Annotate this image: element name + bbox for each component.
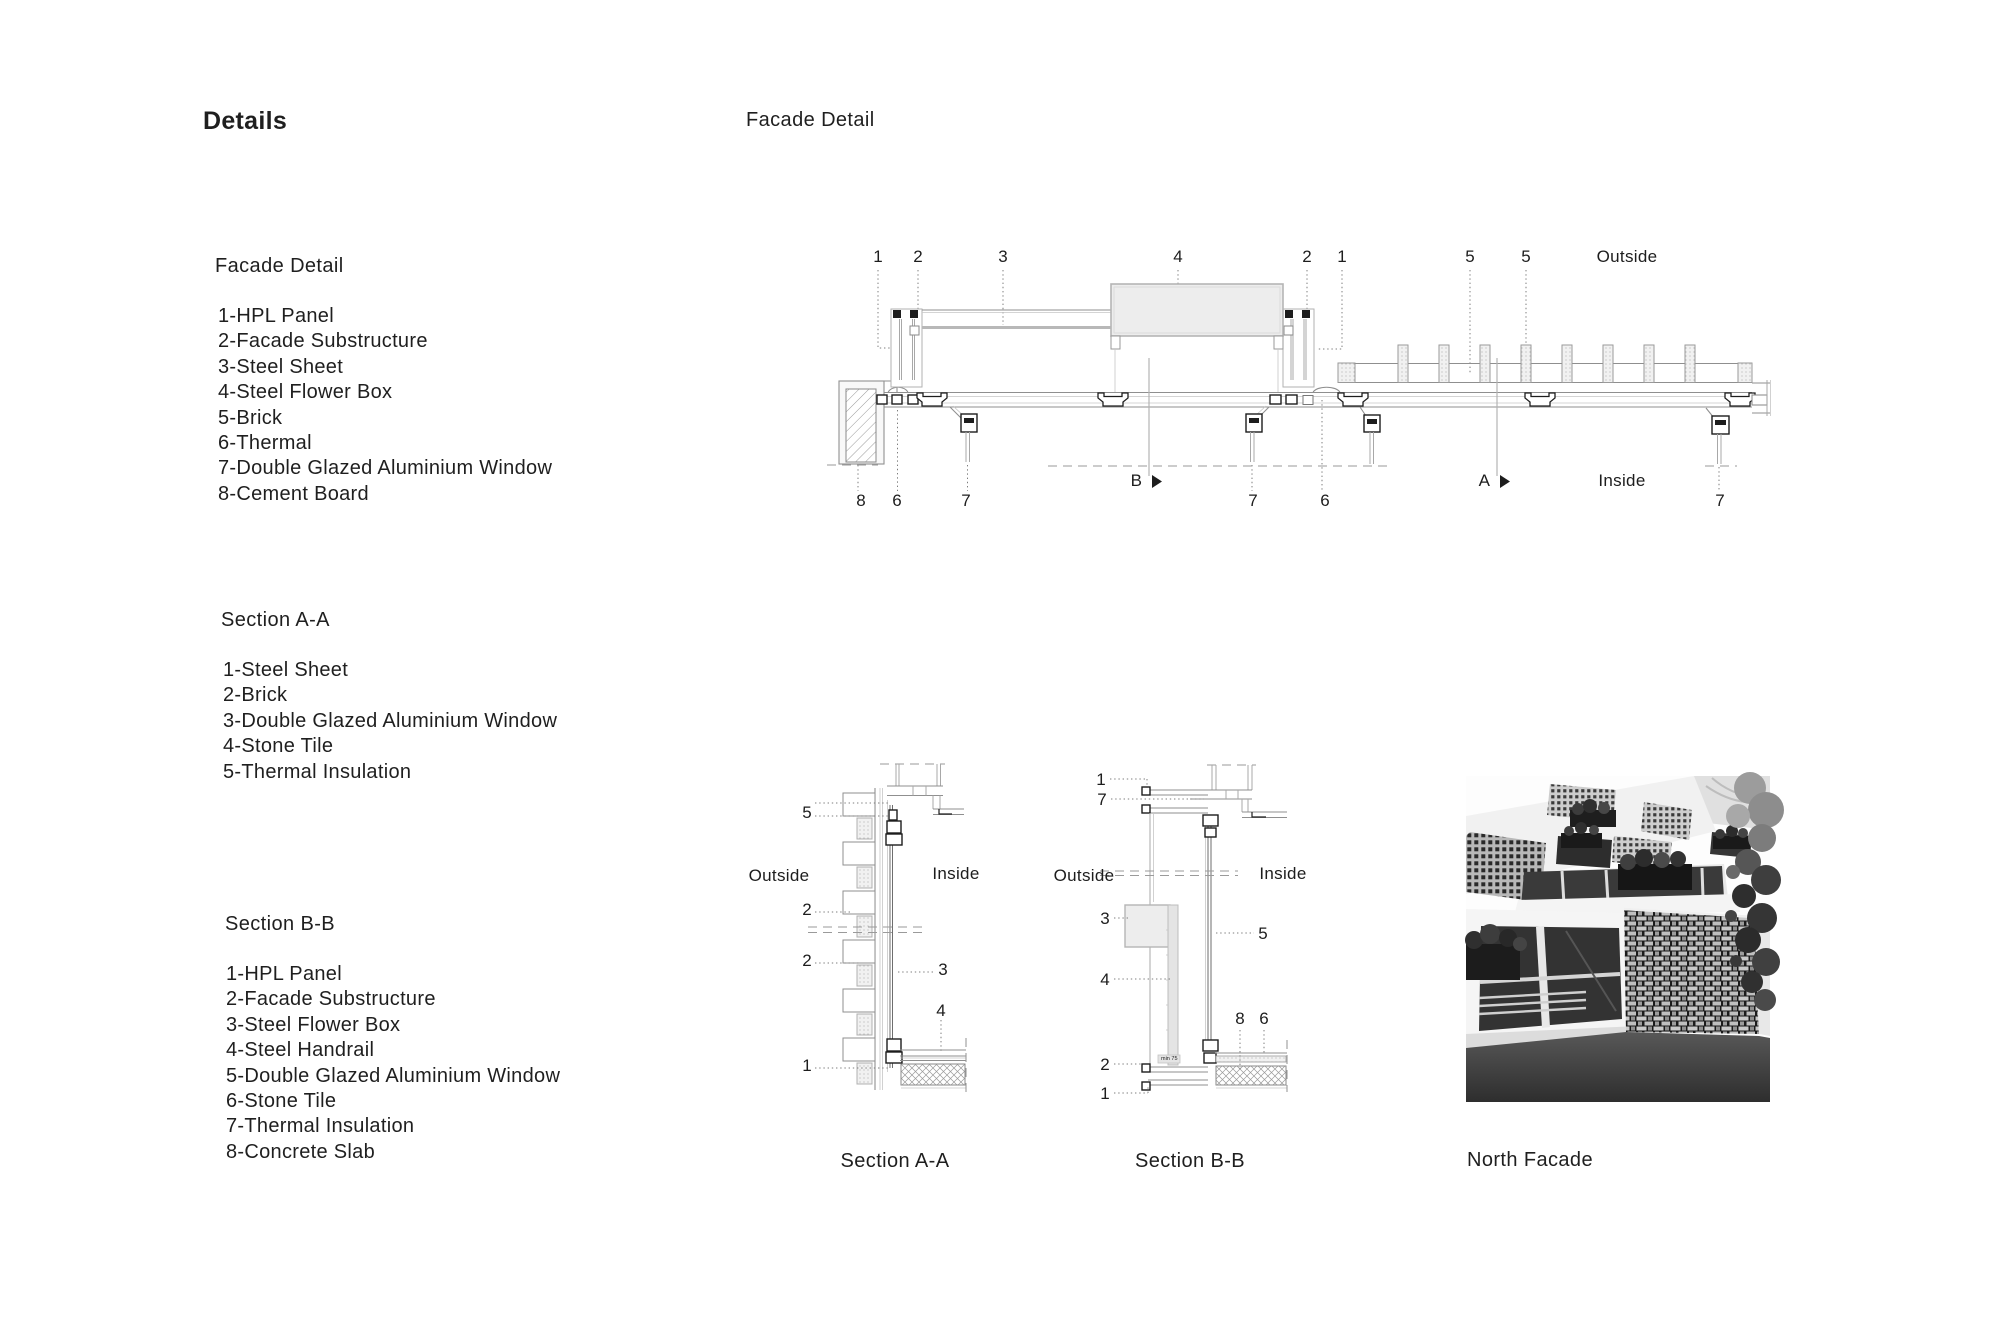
- bb-callout: 3: [1100, 909, 1110, 928]
- plan-steel-flower-box: [1111, 284, 1283, 392]
- plan-window-drop: [950, 406, 977, 491]
- aa-callout: 5: [802, 803, 812, 822]
- plan-callout: 5: [1521, 247, 1531, 266]
- bb-dimension-note: min 75: [1161, 1056, 1178, 1062]
- plan-masonry-pier: [839, 381, 897, 464]
- legend-item: 7-Thermal Insulation: [226, 1115, 415, 1138]
- bb-handrail-strip: [1166, 905, 1178, 1065]
- photo-lower-window: [1465, 909, 1641, 1054]
- legend-facade-heading: Facade Detail: [215, 255, 344, 277]
- facade-detail-plan-drawing: [800, 230, 1800, 520]
- section-cut-b: [1131, 358, 1162, 490]
- legend-item: 2-Facade Substructure: [218, 330, 428, 353]
- legend-facade-list: [218, 304, 552, 507]
- aa-inside-label: Inside: [932, 864, 980, 883]
- plan-callout: 6: [1320, 491, 1330, 510]
- aa-callout: 2: [802, 951, 812, 970]
- plan-window-drop: [1360, 407, 1380, 464]
- legend-item: 3-Steel Sheet: [218, 355, 344, 378]
- aa-outside-label: Outside: [748, 866, 810, 885]
- bb-flower-box: [1125, 905, 1170, 947]
- bb-callout: 2: [1100, 1055, 1110, 1074]
- bb-callout: 1: [1100, 1084, 1110, 1103]
- plan-window-drop: [1246, 406, 1269, 491]
- legend-item: 6-Thermal: [218, 432, 312, 455]
- plan-bracket-clips: [917, 393, 1755, 406]
- legend-item: 1-Steel Sheet: [223, 659, 349, 681]
- plan-callout: 1: [873, 247, 883, 266]
- plan-right-end-detail: [1752, 380, 1771, 416]
- plan-left-mullion: [891, 309, 922, 387]
- plan-callout: 1: [1337, 247, 1347, 266]
- aa-window: [886, 800, 902, 1072]
- plan-callout: 8: [856, 491, 866, 510]
- legend-bb-heading: Section B-B: [225, 913, 336, 935]
- plan-panel-and-sheet-lines: [922, 310, 1111, 328]
- aa-callout: 3: [938, 960, 948, 979]
- legend-bb-list: [226, 962, 560, 1165]
- plan-brick-screen: [1338, 345, 1752, 383]
- legend-item: 1-HPL Panel: [226, 963, 342, 985]
- legend-item: 5-Double Glazed Aluminium Window: [226, 1064, 561, 1087]
- facade-drawing-title: Facade Detail: [746, 109, 875, 131]
- photo-caption: North Facade: [1467, 1149, 1593, 1171]
- plan-window-drop: [1706, 408, 1729, 491]
- bb-ceiling-slab: [1190, 765, 1287, 818]
- plan-wall-band: [884, 393, 1752, 408]
- plan-callout: 3: [998, 247, 1008, 266]
- plan-callout: 6: [892, 491, 902, 510]
- section-marker-arrow-icon: [1500, 475, 1510, 488]
- section-marker-a: A: [1478, 471, 1490, 490]
- plan-callout: 7: [1715, 491, 1725, 510]
- aa-brick-wall: [843, 788, 883, 1090]
- bb-callout: 8: [1235, 1009, 1245, 1028]
- north-facade-photo: [1466, 776, 1770, 1102]
- section-aa-caption: Section A-A: [840, 1150, 950, 1172]
- legend-item: 8-Concrete Slab: [226, 1140, 376, 1163]
- legend-item: 5-Brick: [218, 406, 283, 429]
- legend-item: 1-HPL Panel: [218, 305, 334, 327]
- plan-callout: 2: [913, 247, 923, 266]
- legend-item: 8-Cement Board: [218, 482, 369, 505]
- plan-sill-profile: [1313, 387, 1340, 392]
- legend-item: 4-Steel Flower Box: [218, 381, 393, 404]
- legend-item: 2-Facade Substructure: [226, 988, 436, 1011]
- plan-inside-label: Inside: [1598, 471, 1646, 490]
- legend-item: 3-Double Glazed Aluminium Window: [223, 709, 558, 732]
- section-marker-arrow-icon: [1152, 475, 1162, 488]
- bb-inside-label: Inside: [1259, 864, 1307, 883]
- bb-callout: 5: [1258, 924, 1268, 943]
- legend-aa-list: [223, 658, 557, 785]
- plan-callout: 5: [1465, 247, 1475, 266]
- legend-item: 7-Double Glazed Aluminium Window: [218, 457, 553, 480]
- plan-callout: 7: [961, 491, 971, 510]
- section-aa-drawing: [730, 760, 1050, 1180]
- legend-item: 6-Stone Tile: [226, 1090, 337, 1113]
- aa-callout-leaders: [815, 803, 941, 1068]
- section-marker-b: B: [1130, 471, 1142, 490]
- section-bb-drawing: [1030, 740, 1400, 1180]
- plan-sill-profile: [888, 387, 908, 392]
- section-bb-caption: Section B-B: [1134, 1150, 1245, 1172]
- legend-item: 4-Stone Tile: [223, 735, 334, 758]
- bb-callout: 4: [1100, 970, 1110, 989]
- page-title: Details: [203, 107, 288, 135]
- bb-floor: [1215, 1040, 1287, 1092]
- plan-callout: 2: [1302, 247, 1312, 266]
- plan-right-mullion: [1283, 309, 1314, 387]
- legend-item: 4-Steel Handrail: [226, 1039, 375, 1062]
- plan-callout: 4: [1173, 247, 1183, 266]
- plan-callout: 7: [1248, 491, 1258, 510]
- legend-item: 5-Thermal Insulation: [223, 760, 412, 783]
- plan-outside-label: Outside: [1596, 247, 1658, 266]
- aa-callout: 4: [936, 1001, 946, 1020]
- legend-aa-heading: Section A-A: [221, 609, 330, 631]
- bb-callout: 1: [1096, 770, 1106, 789]
- bb-callout: 6: [1259, 1009, 1269, 1028]
- legend-item: 2-Brick: [223, 684, 288, 707]
- aa-callout: 1: [802, 1056, 812, 1075]
- aa-callout: 2: [802, 900, 812, 919]
- legend-item: 3-Steel Flower Box: [226, 1013, 401, 1036]
- bb-callout: 7: [1097, 790, 1107, 809]
- bb-outside-label: Outside: [1053, 866, 1115, 885]
- aa-floor: [900, 1038, 966, 1092]
- bb-window: [1203, 815, 1218, 1063]
